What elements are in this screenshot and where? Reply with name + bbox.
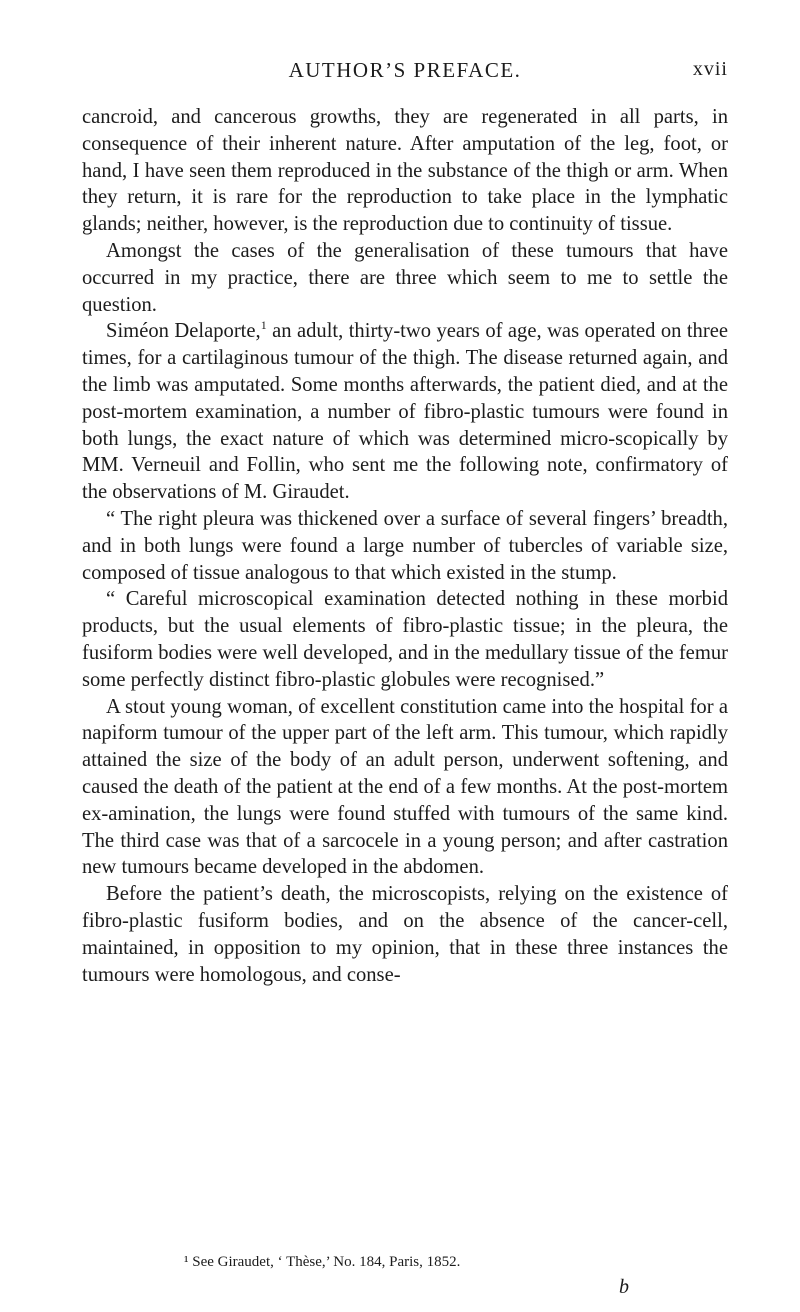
running-head: AUTHOR’S PREFACE. [288,58,522,82]
page-number: xvii [692,58,728,80]
body-text [82,104,728,988]
paragraph-quotation: “ The right pleura was thickened over a surface of several fingers’ breadth, and in both lungs were found a large number of tubercles of variable size, composed of tissue analogous to that which existed in the stump. [82,507,728,584]
paragraph-delaporte-case [82,318,728,506]
paragraph: Before the patient’s death, the microscopists, relying on the existence of fibro-plastic fusiform bodies, and on the absence of the cancer-cell, maintained, in opposition to my opinion, that in these three instances the tumours were homologous, and conse- [82,883,728,986]
paragraph-continued: cancroid, and cancerous growths, they are regenerated in all parts, in consequence of their inherent nature. After amputation of the leg, foot, or hand, I have seen them reproduced in the substance of the thigh or arm. When they return, it is rare for the reproduction to take place in the lymphatic glands; neither, however, is the reproduction due to continuity of tissue. [82,106,728,236]
signature-mark: b [619,1276,629,1298]
paragraph-text: an adult, thirty-two years of age, was operated on three times, for a cartilaginous tumour of the thigh. The disease returned again, and the limb was amputated. Some months afterwards, the patient died, and at the post-mortem examination, a number of fibro-plastic tumours were found in both lungs, the exact nature of which was determined micro-scopically by MM. Verneuil and Follin, who sent me the following note, confirmatory of the observations of M. Giraudet. [82,320,728,504]
paragraph: Amongst the cases of the generalisation of these tumours that have occurred in my practice, there are three which seem to me to settle the question. [82,239,728,316]
paragraph-quotation: “ Careful microscopical examination detected nothing in these morbid products, but the usual elements of fibro-plastic tissue; in the pleura, the fusiform bodies were well developed, and in the medullary tissue of the femur some perfectly distinct fibro-plastic globules were recognised.” [82,588,728,691]
paragraph-text: Siméon Delaporte, [106,320,261,343]
footnote-reference: 1 [260,318,267,333]
page-header [82,58,728,88]
footnote: ¹ See Giraudet, ‘ Thèse,’ No. 184, Paris, 1852. [184,1254,461,1270]
paragraph: A stout young woman, of excellent constitution came into the hospital for a napiform tumour of the upper part of the left arm. This tumour, which rapidly attained the size of the body of an adult person, underwent softening, and caused the death of the patient at the end of a few months. At the post-mortem ex-amination, the lungs were found stuffed with tumours of the same kind. The third case was that of a sarcocele in a young person; and after castration new tumours became developed in the abdomen. [82,695,728,879]
